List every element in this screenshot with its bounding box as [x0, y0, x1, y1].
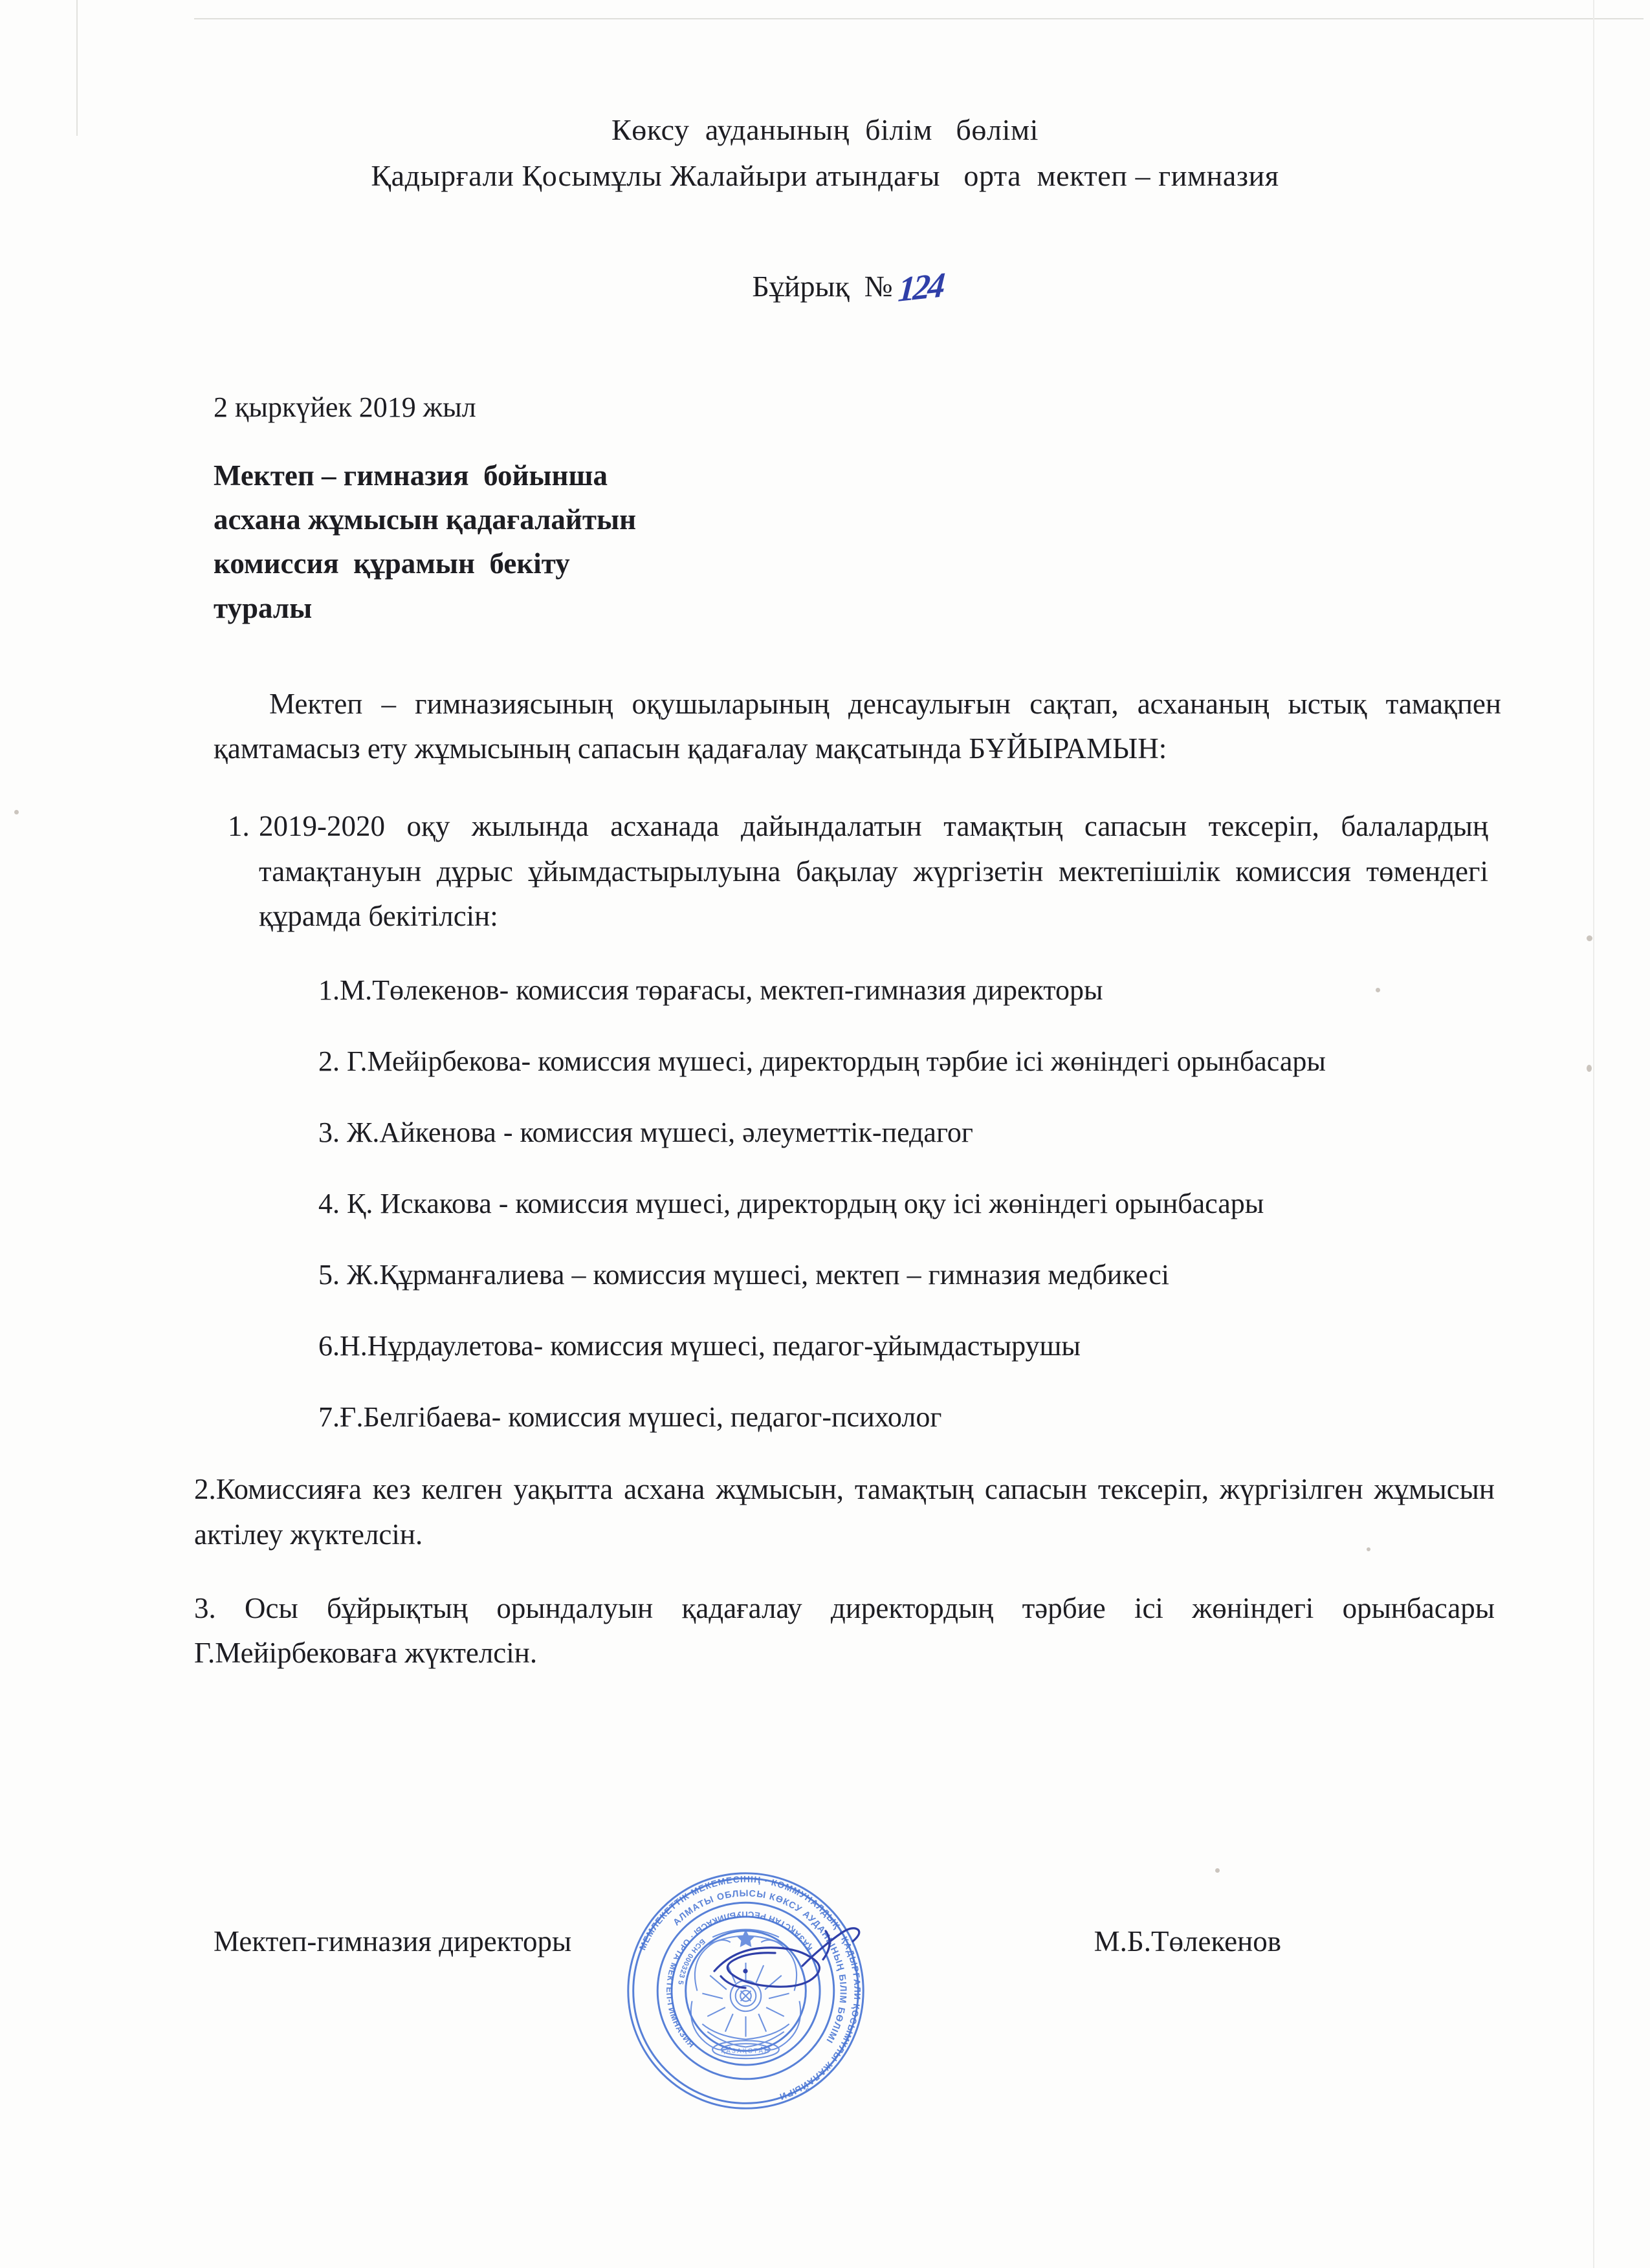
list-item: 5. Ж.Құрманғалиева – комиссия мүшесі, мектеп – гимназия медбикесі — [318, 1259, 1170, 1291]
signatory-name: М.Б.Төлекенов — [1094, 1925, 1281, 1957]
department-name: Көксу ауданының білім бөлімі — [611, 113, 1039, 146]
document-date: 2 қыркүйек 2019 жыл — [214, 391, 476, 423]
list-item: 1.М.Төлекенов- комиссия төрағасы, мектеп-гимназия директоры — [318, 974, 1103, 1007]
subject-line-2: асхана жұмысын қадағалайтын — [214, 503, 637, 536]
svg-text:МЕМЛЕКЕТТІК МЕКЕМЕСІНІҢ · КОММ: МЕМЛЕКЕТТІК МЕКЕМЕСІНІҢ · КОММУНАЛДЫҚ · ҚАДЫРҒАЛИ ҚОСЫМҰЛЫ ЖАЛАЙЫРИ — [637, 1873, 863, 2102]
list-item: 6.Н.Нұрдаулетова- комиссия мүшесі, педагог-ұйымдастырушы — [318, 1330, 1081, 1362]
subject-block — [214, 453, 1650, 631]
svg-text:ҚАЗАҚСТАН: ҚАЗАҚСТАН — [721, 2047, 771, 2055]
list-item: 2. Г.Мейірбекова- комиссия мүшесі, директордың тәрбие ісі жөніндегі орынбасары — [318, 1045, 1326, 1078]
list-item: 4. Қ. Искакова - комиссия мүшесі, директордың оқу ісі жөніндегі орынбасары — [318, 1188, 1264, 1220]
clause-1-text: 2019-2020 оқу жылында асханада дайындалатын тамақтың сапасын тексеріп, балалардың тамақтануын дұрыс ұйымдастырылуына бақылау жүргізетін мектепішілік комиссия төмендегі құрамда бекітілсін: — [259, 809, 1488, 933]
signatory-role: Мектеп-гимназия директоры — [214, 1925, 572, 1957]
school-name: Қадырғали Қосымұлы Жалайыри атындағы орта мектеп – гимназия — [371, 159, 1279, 193]
intro-paragraph — [214, 682, 1501, 770]
subject-line-1: Мектеп – гимназия бойынша — [214, 459, 608, 492]
svg-text:БСН 000323 5: БСН 000323 5 — [676, 1937, 707, 1986]
order-label: Бұйрық № — [752, 269, 893, 303]
list-item: 3. Ж.Айкенова - комиссия мүшесі, әлеуметтік-педагог — [318, 1117, 973, 1149]
list-item: 7.Ғ.Белгібаева- комиссия мүшесі, педагог-психолог — [318, 1401, 942, 1434]
handwritten-order-number: 124 — [896, 265, 944, 309]
intro-text: Мектеп – гимназиясының оқушыларының денсаулығын сақтап, асхананың ыстық тамақпен қамтамасыз ету жұмысының сапасын қадағалау мақсатында БҰЙЫРАМЫН: — [214, 688, 1501, 765]
signature-block — [214, 1925, 1281, 1958]
svg-text:ҚАЗАҚСТАН РЕСПУБЛИКАСЫ · ОРТА: ҚАЗАҚСТАН РЕСПУБЛИКАСЫ · ОРТА МЕКТЕП-ГИМНАЗИЯ — [664, 1909, 815, 2050]
subject-line-3: комиссия құрамын бекіту — [214, 547, 570, 580]
clause-3: 3. Осы бұйрықтың орындалуын қадағалау директордың тәрбие ісі жөніндегі орынбасары Г.Мейірбековаға жүктелсін. — [194, 1591, 1495, 1670]
organization-header — [0, 0, 1650, 199]
order-number-line — [0, 233, 1650, 342]
subject-line-4: туралы — [214, 591, 313, 624]
clause-1 — [228, 804, 1488, 939]
committee-member-list — [318, 969, 1502, 1439]
clause-2: 2.Комиссияға кез келген уақытта асхана жұмысын, тамақтың сапасын тексеріп, жүргізілген жұмысын актілеу жүктелсін. — [194, 1473, 1495, 1551]
clause-1-number: 1. — [228, 809, 250, 842]
svg-text:АЛМАТЫ ОБЛЫСЫ КӨКСУ АУДАНЫНЫҢ: АЛМАТЫ ОБЛЫСЫ КӨКСУ АУДАНЫНЫҢ БІЛІМ БӨЛІМІ — [671, 1888, 848, 2045]
